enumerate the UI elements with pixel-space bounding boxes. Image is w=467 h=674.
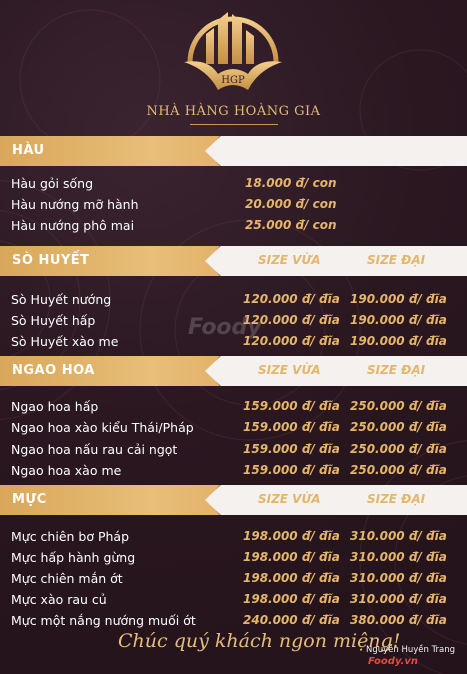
- author-credit: Nguyễn Huyền Trang: [366, 645, 456, 655]
- item-name: Mực một nắng nướng muối ớt: [11, 613, 196, 628]
- item-name: Ngao hoa nấu rau cải ngọt: [11, 442, 178, 457]
- slogan: Chúc quý khách ngon miệng!: [118, 630, 401, 652]
- section-title: HÀU: [12, 143, 45, 158]
- item-price-medium: 25.000 đ/ con: [245, 218, 337, 232]
- menu-item: [0, 418, 467, 438]
- section-title: NGAO HOA: [12, 363, 95, 378]
- menu-item: [0, 397, 467, 417]
- section-title: SÒ HUYẾT: [12, 253, 90, 268]
- restaurant-name: NHÀ HÀNG HOÀNG GIA: [146, 104, 321, 119]
- section-header-white: [205, 485, 467, 515]
- size-large-label: SIZE ĐẠI: [367, 492, 426, 506]
- item-name: Ngao hoa xào me: [11, 463, 122, 478]
- item-name: Mực hấp hành gừng: [11, 550, 136, 565]
- item-name: Mực xào rau củ: [11, 592, 107, 607]
- item-price-large: 190.000 đ/ đĩa: [350, 313, 447, 327]
- menu-item: [0, 548, 467, 568]
- item-name: Sò Huyết hấp: [11, 313, 96, 328]
- item-price-medium: 159.000 đ/ đĩa: [243, 463, 340, 477]
- hgp-logo-icon: [178, 4, 288, 96]
- item-price-medium: 198.000 đ/ đĩa: [243, 592, 340, 606]
- size-medium-label: SIZE VỪA: [258, 363, 321, 377]
- item-price-medium: 18.000 đ/ con: [245, 176, 337, 190]
- item-name: Mực chiên bơ Pháp: [11, 529, 130, 544]
- item-price-medium: 159.000 đ/ đĩa: [243, 420, 340, 434]
- menu-item: [0, 590, 467, 610]
- menu-item: [0, 332, 467, 352]
- item-price-large: 380.000 đ/ đĩa: [350, 613, 447, 627]
- item-name: Ngao hoa xào kiểu Thái/Pháp: [11, 420, 194, 435]
- item-price-medium: 198.000 đ/ đĩa: [243, 529, 340, 543]
- item-price-large: 250.000 đ/ đĩa: [350, 463, 447, 477]
- item-price-large: 250.000 đ/ đĩa: [350, 442, 447, 456]
- menu-item: [0, 527, 467, 547]
- item-price-large: 310.000 đ/ đĩa: [350, 550, 447, 564]
- menu-item: [0, 440, 467, 460]
- item-price-medium: 198.000 đ/ đĩa: [243, 571, 340, 585]
- item-name: Hàu nướng mỡ hành: [11, 197, 139, 212]
- menu-item: [0, 195, 467, 215]
- menu-item: [0, 216, 467, 236]
- menu-item: [0, 174, 467, 194]
- menu-item: [0, 461, 467, 481]
- item-price-large: 190.000 đ/ đĩa: [350, 292, 447, 306]
- item-name: Hàu nướng phô mai: [11, 218, 135, 233]
- section-header: [0, 356, 467, 386]
- section-header-white: [205, 246, 467, 276]
- item-price-medium: 120.000 đ/ đĩa: [243, 313, 340, 327]
- item-price-large: 250.000 đ/ đĩa: [350, 399, 447, 413]
- section-header-white: [205, 356, 467, 386]
- item-price-large: 310.000 đ/ đĩa: [350, 592, 447, 606]
- menu-item: [0, 569, 467, 589]
- item-price-medium: 159.000 đ/ đĩa: [243, 442, 340, 456]
- item-name: Mực chiên mắn ớt: [11, 571, 123, 586]
- size-medium-label: SIZE VỪA: [258, 492, 321, 506]
- item-price-medium: 20.000 đ/ con: [245, 197, 337, 211]
- section-header: [0, 485, 467, 515]
- logo-initials: HGP: [221, 75, 245, 86]
- item-price-medium: 240.000 đ/ đĩa: [243, 613, 340, 627]
- size-medium-label: SIZE VỪA: [258, 253, 321, 267]
- divider: [190, 124, 278, 125]
- menu-item: [0, 311, 467, 331]
- item-price-medium: 120.000 đ/ đĩa: [243, 334, 340, 348]
- section-title: MỰC: [12, 492, 47, 507]
- item-price-medium: 198.000 đ/ đĩa: [243, 550, 340, 564]
- section-header-white: [205, 136, 467, 166]
- item-name: Sò Huyết xào me: [11, 334, 119, 349]
- item-price-large: 310.000 đ/ đĩa: [350, 529, 447, 543]
- item-name: Ngao hoa hấp: [11, 399, 99, 414]
- section-header: [0, 136, 467, 166]
- menu-item: [0, 290, 467, 310]
- item-price-large: 190.000 đ/ đĩa: [350, 334, 447, 348]
- watermark: Foody: [188, 315, 262, 340]
- menu-item: [0, 611, 467, 631]
- item-price-large: 250.000 đ/ đĩa: [350, 420, 447, 434]
- section-header: [0, 246, 467, 276]
- size-large-label: SIZE ĐẠI: [367, 253, 426, 267]
- item-price-medium: 159.000 đ/ đĩa: [243, 399, 340, 413]
- item-name: Sò Huyết nướng: [11, 292, 112, 307]
- item-name: Hàu gỏi sống: [11, 176, 94, 191]
- item-price-large: 310.000 đ/ đĩa: [350, 571, 447, 585]
- size-large-label: SIZE ĐẠI: [367, 363, 426, 377]
- foody-badge: Foody.vn: [368, 656, 418, 667]
- item-price-medium: 120.000 đ/ đĩa: [243, 292, 340, 306]
